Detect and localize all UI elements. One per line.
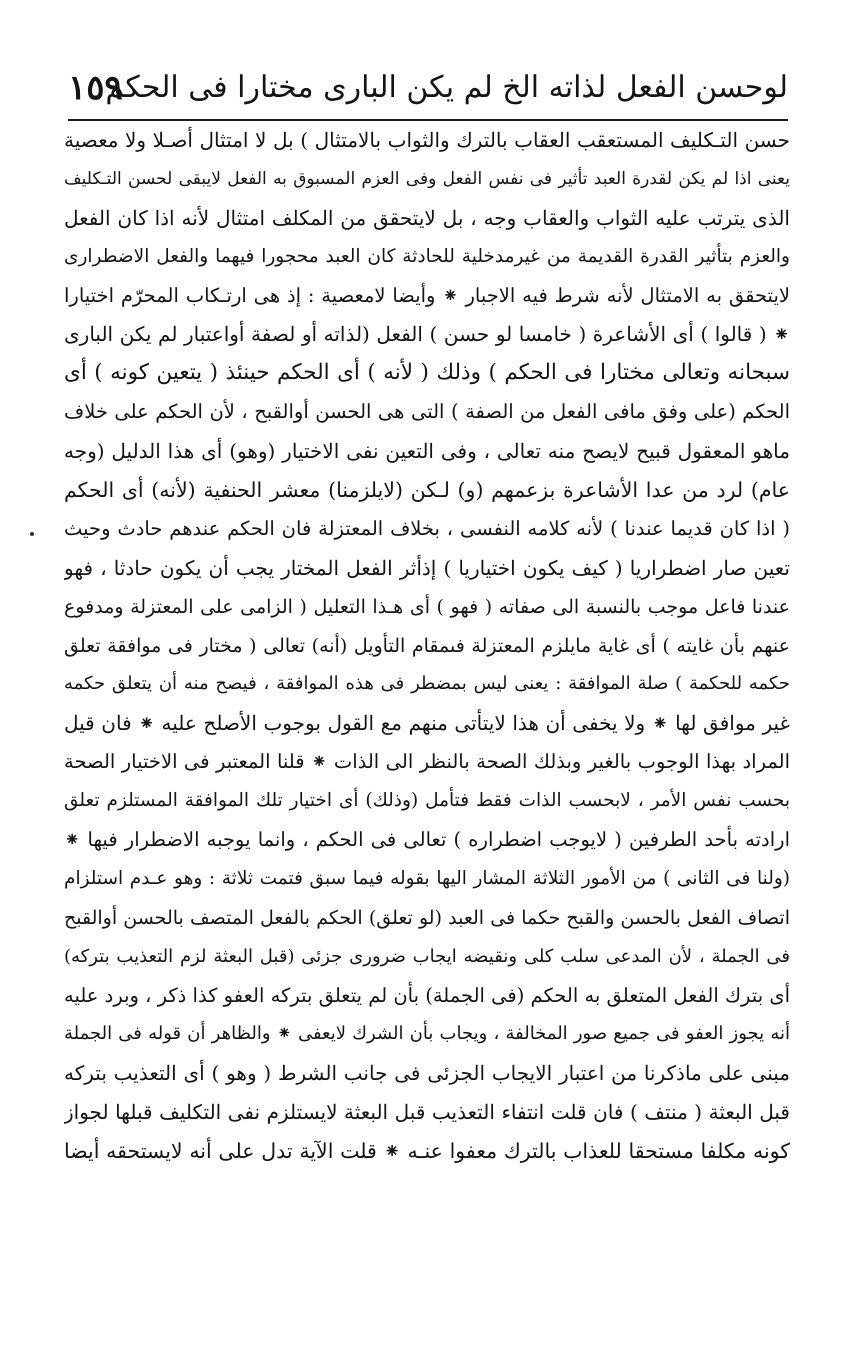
text-line: ماهو المعقول قبيح لايصح منه تعالى ، وفى التعين نفى الاختيار (وهو) أى هذا الدليل (وجه bbox=[64, 439, 790, 464]
text-line: الذى يترتب عليه الثواب والعقاب وجه ، بل لايتحقق من المكلف امتثال لأنه اذا كان الفعل bbox=[64, 205, 790, 230]
text-line: ( اذا كان قديما عندنا ) لأنه كلامه النفسى ، بخلاف المعتزلة فان الحكم عندهم حادث وحيث bbox=[64, 516, 790, 540]
text-line: اتصاف الفعل بالحسن والقبح حكما فى العبد (لو تعلق) الحكم بالفعل المتصف بالحسن أوالقبح bbox=[64, 906, 790, 929]
text-line: فى الجملة ، لأن المدعى سلب كلى ونقيضه ايجاب ضرورى جزئى (قبل البعثة لزم التعذيب بتركه) bbox=[64, 945, 790, 967]
text-line: ارادته بأحد الطرفين ( لايوجب اضطراره ) تعالى فى الحكم ، وانما يوجبه الاضطرار فيها ⁕ bbox=[64, 828, 790, 852]
text-line: أنه يجوز العفو فى جميع صور المخالفة ، ويجاب بأن الشرك لايعفى ⁕ والظاهر أن قوله فى الجملة bbox=[64, 1023, 790, 1045]
text-line: قبل البعثة ( منتف ) فان قلت انتفاء التعذيب قبل البعثة لايستلزم نفى التكليف قبلها لجواز bbox=[64, 1100, 790, 1125]
text-line: غير موافق لها ⁕ ولا يخفى أن هذا لايتأتى منهم مع القول بوجوب الأصلح عليه ⁕ فان قيل bbox=[64, 711, 790, 736]
body-text bbox=[64, 121, 790, 1171]
text-line: أى بترك الفعل المتعلق به الحكم (فى الجملة) بأن لم يتعلق بتركه العفو كذا ذكر ، وبرد عليه bbox=[64, 983, 790, 1007]
text-line: عام) لرد من عدا الأشاعرة بزعمهم (و) لـكن (لايلزمنا) معشر الحنفية (لأنه) أى الحكم bbox=[64, 478, 790, 503]
text-line: (ولنا فى الثانى ) من الأمور الثلاثة المشار اليها بقوله فيما سبق فتمت ثلاثة : وهو عـدم استلزام bbox=[64, 867, 790, 889]
text-line: حكمه للحكمة ) صلة الموافقة : يعنى ليس بمضطر فى هذه الموافقة ، فيصح منه أن يتعلق حكمه bbox=[64, 673, 790, 695]
text-line: سبحانه وتعالى مختارا فى الحكم ) وذلك ( لأنه ) أى الحكم حينئذ ( يتعين كونه ) أى bbox=[64, 360, 790, 386]
text-line: تعين صار اضطراريا ( كيف يكون اختياريا ) إذأثر الفعل المختار يجب أن يكون حادثا ، فهو bbox=[64, 555, 790, 580]
text-line: الحكم (على وفق مافى الفعل من الصفة ) التى هى الحسن أوالقبح ، لأن الحكم على خلاف bbox=[64, 400, 790, 424]
text-line: ⁕ ( قالوا ) أى الأشاعرة ( خامسا لو حسن ) الفعل (لذاته أو لصفة أواعتبار لم يكن البارى bbox=[64, 322, 790, 347]
text-line: والعزم بتأثير القدرة القديمة من غيرمدخلية للحادثة كان العبد محجورا فيهما والفعل الاضطرارى bbox=[64, 245, 790, 267]
text-line: حسن التـكليف المستعقب العقاب بالترك والثواب بالامتثال ) بل لا امتثال أصـلا ولا معصية bbox=[64, 128, 790, 152]
text-line: المراد بهذا الوجوب بالغير وبذلك الصحة بالنظر الى الذات ⁕ قلنا المعتبر فى الاختيار الصحة bbox=[64, 750, 790, 774]
page-number: ١٥٩ bbox=[68, 68, 123, 108]
text-line: عندنا فاعل موجب بالنسبة الى صفاته ( فهو ) أى هـذا التعليل ( الزامى على المعتزلة ومدفوع bbox=[64, 595, 790, 618]
text-line: كونه مكلفا مستحقا للعذاب بالترك معفوا عنـه ⁕ قلت الآية تدل على أنه لايستحقه أيضا bbox=[64, 1139, 790, 1164]
text-line: بحسب نفس الأمر ، لابحسب الذات فقط فتأمل (وذلك) أى اختيار تلك الموافقة المستلزم تعلق bbox=[64, 790, 790, 812]
text-line: مبنى على ماذكرنا من اعتبار الايجاب الجزئى فى جانب الشرط ( وهو ) أى التعذيب بتركه bbox=[64, 1061, 790, 1086]
text-line: لايتحقق به الامتثال لأنه شرط فيه الاجبار ⁕ وأيضا لامعصية : إذ هى ارتـكاب المحرّم اختيارا bbox=[64, 283, 790, 307]
margin-dot bbox=[30, 532, 34, 536]
text-line: عنهم بأن غايته ) أى غاية مايلزم المعتزلة فىمقام التأويل (أنه) تعالى ( مختار فى موافقة تعلق bbox=[64, 634, 790, 657]
page-header bbox=[68, 64, 788, 116]
running-title: لوحسن الفعل لذاته الخ لم يكن البارى مختارا فى الحكم bbox=[105, 70, 788, 105]
text-line: يعنى اذا لم يكن لقدرة العبد تأثير فى نفس الفعل وفى العزم المسبوق به الفعل لايبقى لحسن التـكليف bbox=[64, 168, 790, 189]
